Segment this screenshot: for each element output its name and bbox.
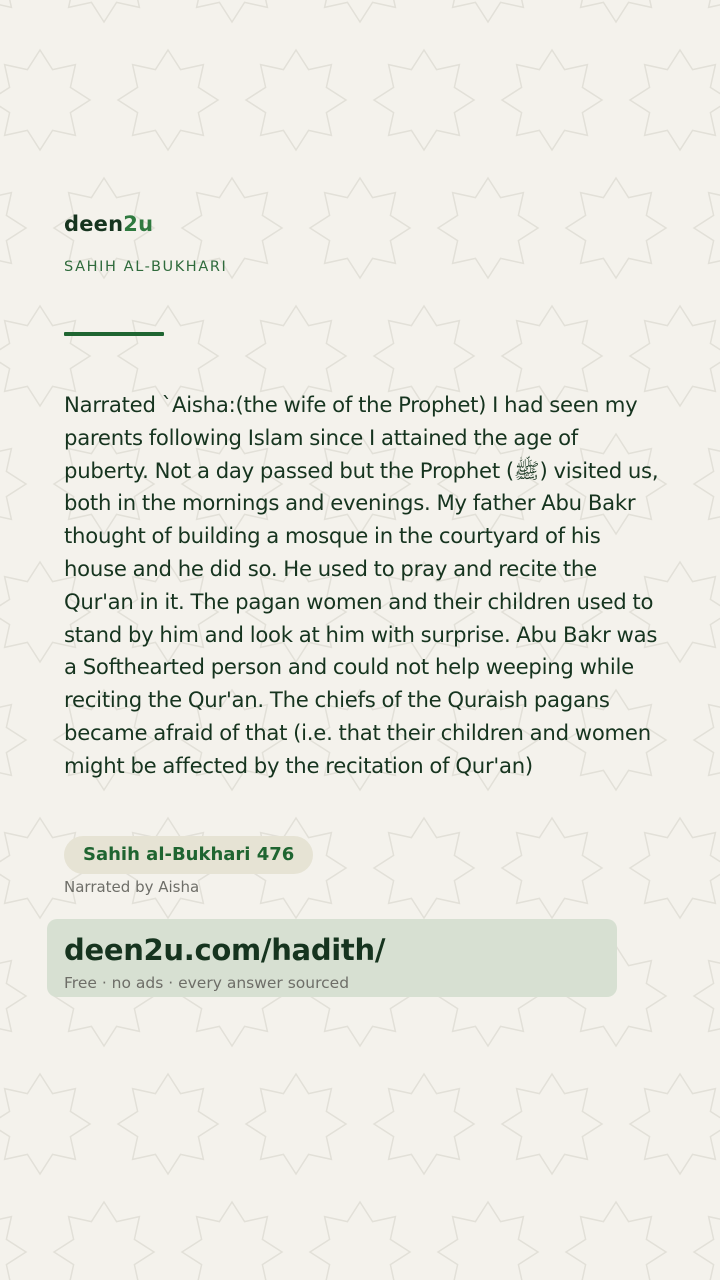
- reference-badge: Sahih al-Bukhari 476: [64, 836, 313, 874]
- brand-name-primary: deen: [64, 212, 124, 236]
- narrator-caption: Narrated by Aisha: [64, 878, 200, 896]
- cta-tagline: Free · no ads · every answer sourced: [64, 974, 350, 992]
- brand-logo: [64, 212, 153, 236]
- brand-name-accent: 2u: [123, 212, 154, 236]
- website-url-link[interactable]: deen2u.com/hadith/: [64, 933, 386, 967]
- divider-rule: [64, 332, 164, 336]
- collection-label: SAHIH AL-BUKHARI: [64, 259, 228, 275]
- website-cta-card[interactable]: [47, 919, 617, 997]
- hadith-text: Narrated `Aisha:(the wife of the Prophet) I had seen my parents following Islam since I attained the age of puberty. Not a day passed but the Prophet (ﷺ) visited us, both in the mornings and evenings. My father Abu Bakr thought of building a mosque in the courtyard of his house and he did so. He used to pray and recite the Qur'an in it. The pagan women and their children used to stand by him and look at him with surprise. Abu Bakr was a Softhearted person and could not help weeping while reciting the Qur'an. The chiefs of the Quraish pagans became afraid of that (i.e. that their children and women might be affected by the recitation of Qur'an): [64, 392, 659, 778]
